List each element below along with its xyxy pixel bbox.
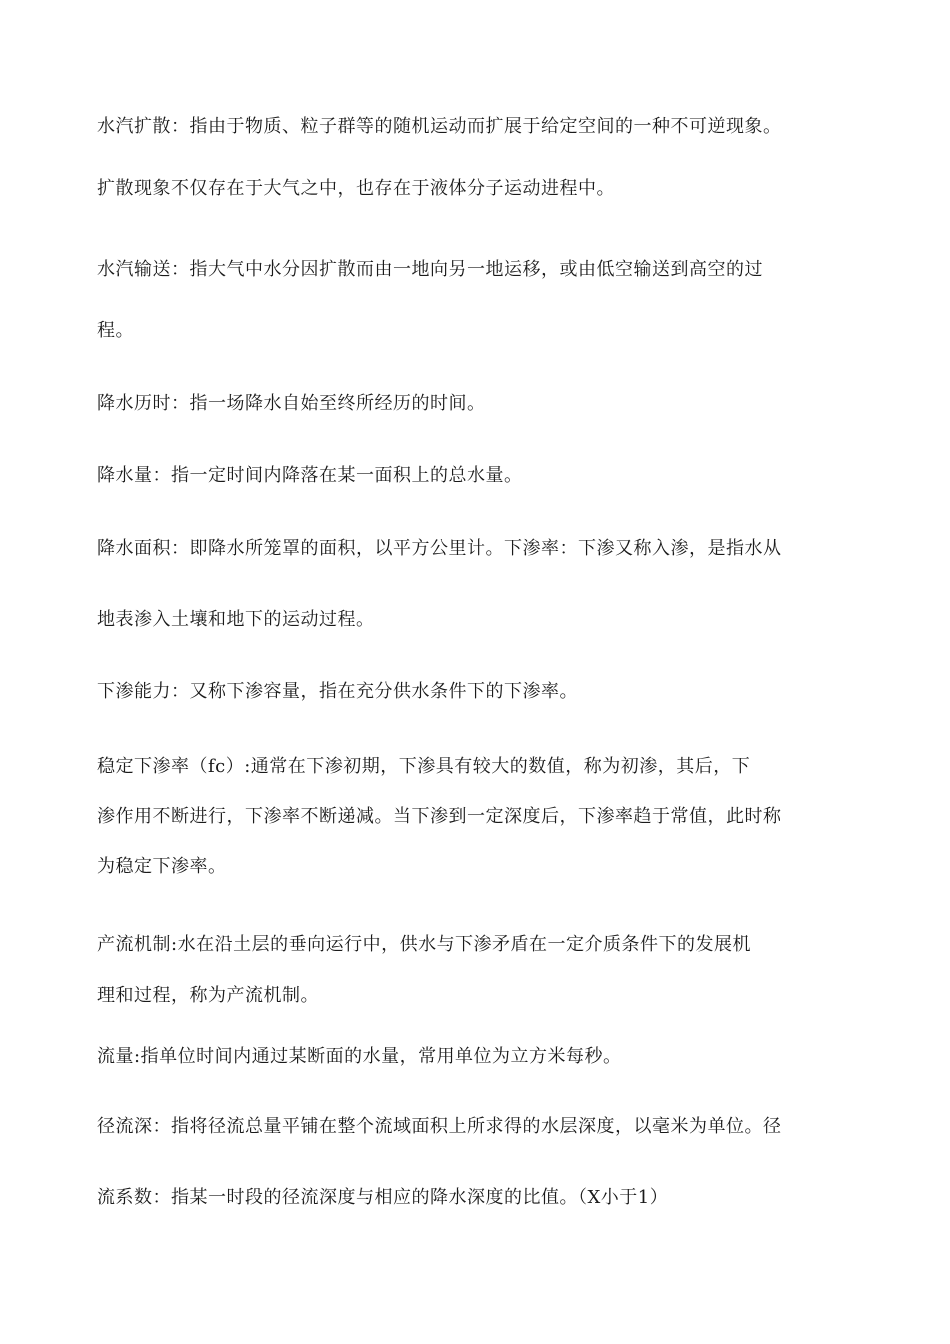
text-line: 流系数：指某一时段的径流深度与相应的降水深度的比值。（X小于1） (97, 1187, 669, 1208)
text-line: 产流机制:水在沿土层的垂向运行中，供水与下渗矛盾在一定介质条件下的发展机 (97, 934, 752, 955)
text-line: 理和过程，称为产流机制。 (97, 985, 319, 1006)
text-line: 扩散现象不仅存在于大气之中，也存在于液体分子运动进程中。 (97, 178, 615, 199)
text-line: 降水量：指一定时间内降落在某一面积上的总水量。 (97, 465, 523, 486)
text-line: 径流深：指将径流总量平铺在整个流域面积上所求得的水层深度，以毫米为单位。径 (97, 1116, 782, 1137)
text-line: 渗作用不断进行，下渗率不断递减。当下渗到一定深度后，下渗率趋于常值，此时称 (97, 806, 782, 827)
text-line: 水汽扩散：指由于物质、粒子群等的随机运动而扩展于给定空间的一种不可逆现象。 (97, 116, 782, 137)
text-line: 稳定下渗率（fc）:通常在下渗初期，下渗具有较大的数值，称为初渗，其后，下 (97, 756, 751, 777)
text-line: 流量:指单位时间内通过某断面的水量，常用单位为立方米每秒。 (97, 1046, 622, 1067)
text-line: 降水面积：即降水所笼罩的面积，以平方公里计。下渗率：下渗又称入渗，是指水从 (97, 538, 782, 559)
text-line: 为稳定下渗率。 (97, 856, 227, 877)
text-line: 下渗能力：又称下渗容量，指在充分供水条件下的下渗率。 (97, 681, 578, 702)
text-line: 程。 (97, 320, 134, 341)
text-line: 水汽输送：指大气中水分因扩散而由一地向另一地运移，或由低空输送到高空的过 (97, 259, 763, 280)
text-line: 降水历时：指一场降水自始至终所经历的时间。 (97, 393, 486, 414)
text-line: 地表渗入土壤和地下的运动过程。 (97, 609, 375, 630)
